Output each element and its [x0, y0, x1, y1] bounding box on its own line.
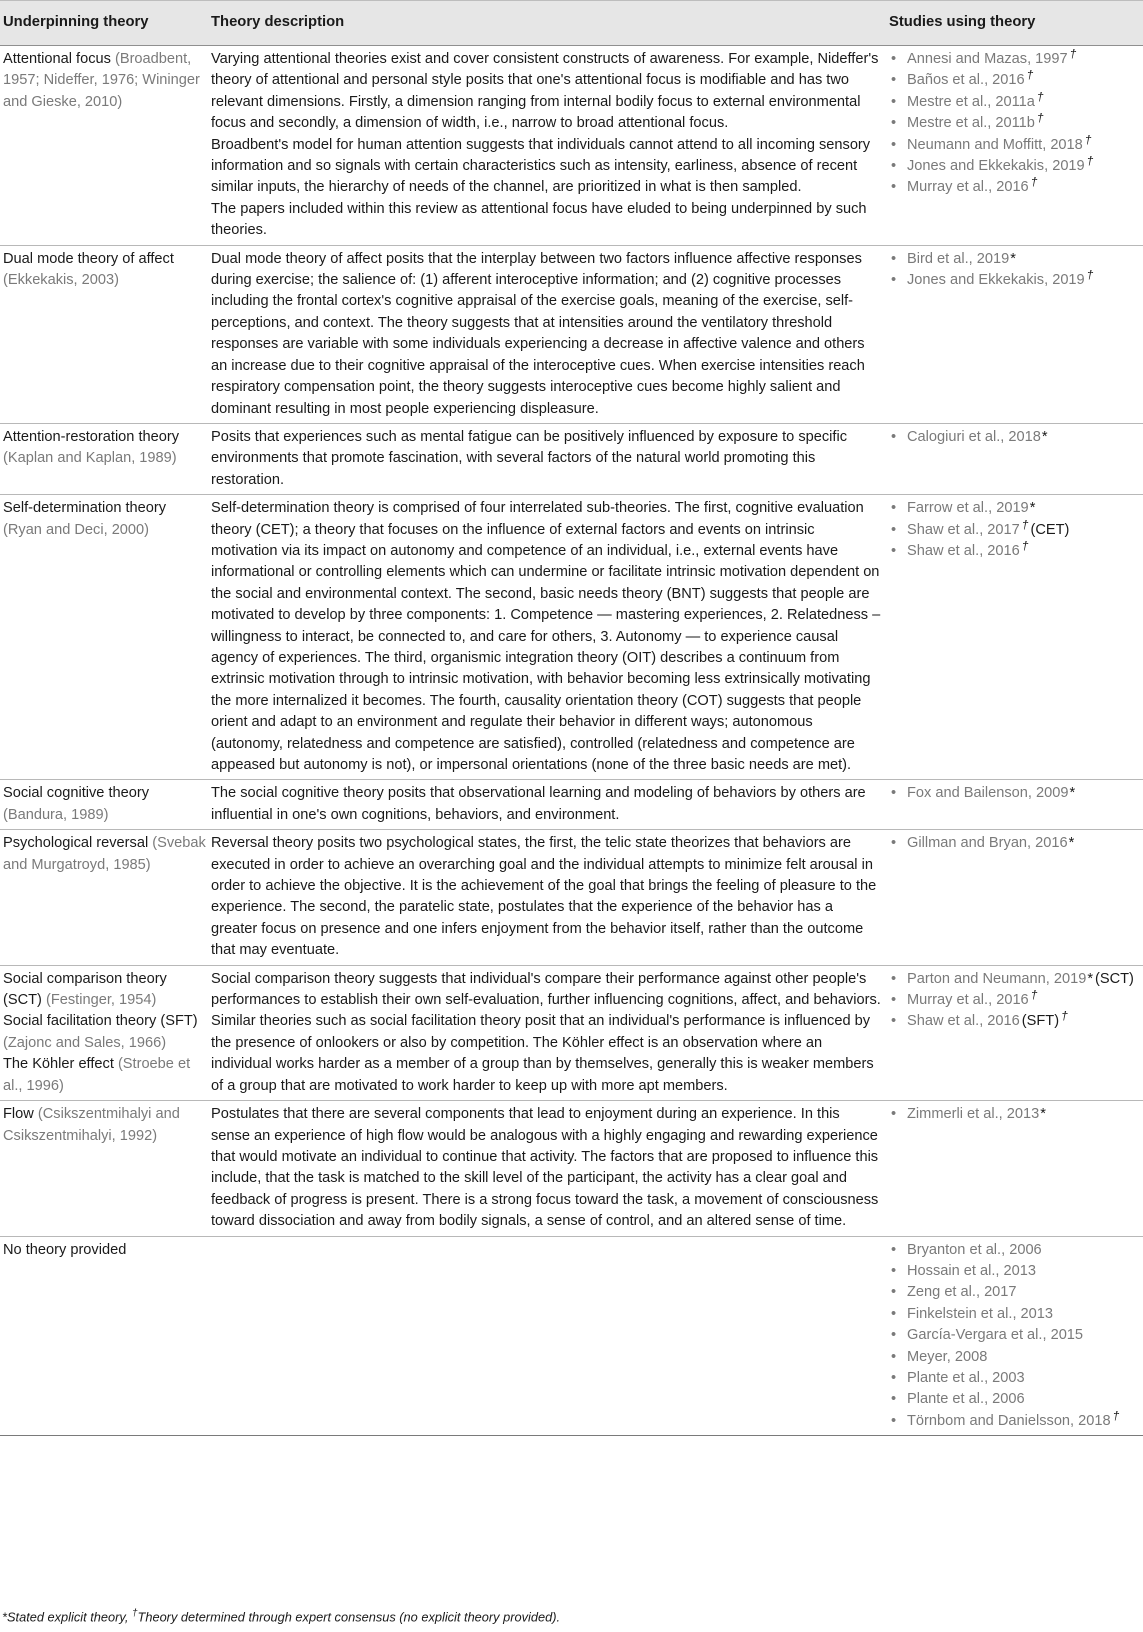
theory-name: Social comparison theory (SCT) [3, 970, 167, 1009]
theory-cell [0, 1101, 210, 1236]
consensus-theory-marker: † [1084, 132, 1092, 147]
studies-list [889, 969, 1143, 1033]
study-citation: Törnbom and Danielsson, 2018 [907, 1412, 1111, 1429]
consensus-theory-marker: † [1026, 68, 1034, 83]
study-item [889, 249, 1143, 270]
study-citation: Annesi and Mazas, 1997 [907, 51, 1068, 67]
study-citation: Calogiuri et al., 2018 [907, 428, 1041, 445]
studies-list [889, 1240, 1143, 1433]
study-item [889, 783, 1143, 804]
theory-cell [0, 780, 210, 830]
header-studies-using-theory: Studies using theory [887, 1, 1143, 46]
study-citation: Murray et al., 2016 [907, 179, 1029, 196]
description-cell [210, 495, 887, 780]
theory-name: Social cognitive theory [3, 785, 150, 802]
description-paragraph: Self-determination theory is comprised of four interrelated sub-theories. The first, cognitive evaluation theory (CET); a theory that focuses on the influence of external factors and events on intrinsic motivation via its impact on autonomy and competence of an individual, i.e., external events have informational or controlling elements which can undermine or facilitate intrinsic motivation dependent on the social and environmental context. The second, basic needs theory (BNT) suggests that people are motivated to develop by three components: 1. Competence — mastering experiences, 2. Relatedness – willingness to interact, be connected to, and care for others, 3. Autonomy — to experience causal agency of experiences. The third, organismic integration theory (OIT) describes a continuum from extrinsic motivation through to intrinsic motivation, with behavior becoming less extrinsically motivating the more internalized it becomes. The fourth, causality orientation theory (COT) suggests that people orient and adapt to an environment and regulate their behavior in different ways; autonomous (autonomy, relatedness and competence are satisfied), controlled (relatedness and competence are appeased but autonomy is not), or impersonal orientations (none of the three basic needs are met). [211, 500, 881, 773]
theory-cell [0, 830, 210, 965]
study-citation: Farrow et al., 2019 [907, 500, 1029, 517]
study-theory-tag: (SCT) [1095, 970, 1134, 987]
theory-citation: (Stroebe et al., 1996) [3, 1056, 191, 1094]
study-item [889, 132, 1143, 156]
study-item [889, 1408, 1143, 1432]
study-item [889, 1325, 1143, 1346]
theory-citation: (Zajonc and Sales, 1966) [3, 1034, 167, 1051]
studies-cell [887, 830, 1143, 965]
table-row [0, 780, 1143, 830]
table-row [0, 830, 1143, 965]
study-citation: Hossain et al., 2013 [907, 1262, 1036, 1279]
study-citation: Zimmerli et al., 2013 [907, 1106, 1040, 1123]
study-citation: Neumann and Moffitt, 2018 [907, 136, 1083, 153]
study-citation: Shaw et al., 2016 [907, 542, 1020, 559]
table-row [0, 495, 1143, 780]
footnote-dagger-symbol: † [131, 1608, 138, 1619]
description-paragraph: Varying attentional theories exist and cover consistent constructs of awareness. For example, Nideffer's theory of attentional and personal style posits that one's attentional focus is modifiable and has two relevant dimensions. Firstly, a dimension ranging from internal bodily focus to external environmental focus and secondly, a dimension of width, i.e., narrow to broad attentional focus. [211, 51, 879, 132]
study-citation: Mestre et al., 2011a [907, 93, 1035, 110]
study-item [889, 1240, 1143, 1261]
study-citation: Plante et al., 2003 [907, 1369, 1025, 1386]
study-citation: Jones and Ekkekakis, 2019 [907, 272, 1085, 289]
explicit-theory-marker: * [1041, 428, 1048, 445]
theory-citation: (Ekkekakis, 2003) [3, 272, 119, 289]
description-paragraph: The papers included within this review as attentional focus have eluded to being underpinned by such theories. [211, 200, 867, 239]
table-row [0, 245, 1143, 423]
description-paragraph: Broadbent's model for human attention suggests that individuals cannot attend to all incoming sensory information and so signals with certain characteristics such as intensity, earliness, absence of recent similar inputs, the hierarchy of needs of the channel, are prioritized in what is then sampled. [211, 136, 871, 196]
study-item [889, 1282, 1143, 1303]
theory-name: No theory provided [3, 1241, 127, 1258]
theory-citation: (Svebak and Murgatroyd, 1985) [3, 835, 206, 873]
study-citation: Fox and Bailenson, 2009 [907, 785, 1069, 802]
consensus-theory-marker: † [1036, 111, 1044, 126]
theory-cell [0, 495, 210, 780]
studies-list [889, 427, 1143, 448]
description-paragraph: The social cognitive theory posits that observational learning and modeling of behaviors by others are influential in one's own cognitions, behaviors, and environment. [211, 785, 866, 823]
footnote-dagger-text: Theory determined through expert consensus (no explicit theory provided). [137, 1609, 561, 1625]
study-item [889, 89, 1143, 113]
study-item [889, 177, 1143, 198]
theory-cell [0, 245, 210, 423]
study-item [889, 969, 1143, 990]
study-citation: Zeng et al., 2017 [907, 1284, 1017, 1301]
theory-name: Self-determination theory [3, 500, 167, 517]
consensus-theory-marker: † [1086, 268, 1094, 283]
theory-cell [0, 423, 210, 494]
study-theory-tag: (CET) [1030, 521, 1070, 538]
study-item [889, 538, 1143, 562]
study-item [889, 1347, 1143, 1368]
theory-name: The Köhler effect [3, 1056, 114, 1073]
study-citation: Shaw et al., 2017 [907, 521, 1020, 538]
theory-citation: (Ryan and Deci, 2000) [3, 521, 150, 538]
studies-cell [887, 1236, 1143, 1436]
explicit-theory-marker: * [1010, 250, 1016, 267]
study-item [889, 1368, 1143, 1389]
theory-cell [0, 965, 210, 1100]
study-citation: Mestre et al., 2011b [907, 115, 1035, 132]
study-item [889, 990, 1143, 1011]
table-row [0, 965, 1143, 1100]
study-citation: Parton and Neumann, 2019 [907, 970, 1087, 987]
study-item [889, 498, 1143, 519]
theory-citation: (Csikszentmihalyi and Csikszentmihalyi, 1992) [3, 1106, 180, 1144]
consensus-theory-marker: † [1021, 538, 1029, 553]
theory-name: Dual mode theory of affect [3, 250, 174, 267]
theory-cell [0, 46, 210, 246]
description-paragraph: Reversal theory posits two psychological states, the first, the telic state theorizes that behaviors are executed in order to achieve an overarching goal and the individual attempts to minimize felt arousal in order to achieve the objective. It is the achievement of the goal that brings the feeling of pleasure to the experience. The second, the paratelic state, postulates that the experience of the behavior has a greater focus on presence and one infers enjoyment from the behavior itself, rather than the outcome that may eventuate. [211, 835, 877, 959]
description-cell [210, 423, 887, 494]
table-row [0, 46, 1143, 246]
consensus-theory-marker: † [1061, 1009, 1068, 1024]
theory-citation: (Broadbent, 1957; Nideffer, 1976; Wininger and Gieske, 2010) [3, 51, 200, 110]
consensus-theory-marker: † [1030, 988, 1038, 1003]
footnote-star-text: *Stated explicit theory, [2, 1609, 129, 1625]
theory-name: Social facilitation theory (SFT) [3, 1013, 198, 1030]
study-theory-tag: (SFT) [1021, 1013, 1060, 1030]
theory-cell [0, 1236, 210, 1436]
studies-list [889, 1104, 1143, 1125]
explicit-theory-marker: * [1069, 785, 1076, 802]
study-item [889, 113, 1143, 134]
header-underpinning-theory: Underpinning theory [0, 1, 210, 46]
studies-cell [887, 423, 1143, 494]
explicit-theory-marker: * [1068, 835, 1075, 852]
description-paragraph: Postulates that there are several components that lead to enjoyment during an experience. In this sense an experience of high flow would be analogous with a highly engaging and rewarding experience that would motivate an individual to continue that activity. The factors that are proposed to influence this include, that the task is matched to the skill level of the participant, the activity has a clear goal and feedback of progress is present. There is a strong focus toward the task, a movement of consciousness toward dissociation and away from bodily signals, a sense of control, and an altered sense of time. [211, 1106, 879, 1230]
studies-list [889, 498, 1143, 562]
description-cell [210, 830, 887, 965]
study-citation: Bryanton et al., 2006 [907, 1241, 1042, 1258]
theory-name: Flow [3, 1106, 34, 1123]
study-item [889, 49, 1143, 70]
theory-name: Attentional focus [3, 51, 111, 67]
description-paragraph: Posits that experiences such as mental fatigue can be positively influenced by exposure to specific environments that promote fascination, with several factors of the natural world promoting this restoration. [211, 428, 847, 488]
study-citation: Plante et al., 2006 [907, 1391, 1025, 1408]
studies-cell [887, 495, 1143, 780]
studies-cell [887, 46, 1143, 246]
study-item [889, 427, 1143, 448]
explicit-theory-marker: * [1029, 500, 1036, 517]
description-paragraph: Social comparison theory suggests that individual's compare their performance against other people's performances to establish their own self-evaluation, further influencing cognitions, affect, and behaviors. Similar theories such as social facilitation theory posit that an individual's performance is influenced by the presence of onlookers or also by competition. The Köhler effect is an observation where an individual works harder as a member of a group than by themselves, generally this is weaker members of a group that are motivated to work harder to keep up with more apt members. [211, 970, 881, 1094]
study-item [889, 1389, 1143, 1410]
theory-citation: (Bandura, 1989) [3, 806, 109, 823]
study-item [889, 1011, 1143, 1032]
studies-list [889, 833, 1143, 854]
header-theory-description: Theory description [210, 1, 887, 46]
studies-cell [887, 245, 1143, 423]
description-cell [210, 245, 887, 423]
study-citation: Finkelstein et al., 2013 [907, 1305, 1054, 1322]
table-body [0, 46, 1143, 1436]
description-paragraph: Dual mode theory of affect posits that the interplay between two factors influence affective responses during exercise; the salience of: (1) afferent interoceptive information; and (2) cognitive processes including the frontal cortex's cognitive appraisal of the exercise goals, meaning of the exercise, self-perceptions, and context. The theory suggests that at intensities around the ventilatory threshold responses are variable with some individuals experiencing a decrease in affective valence and others an increase due to their cognitive appraisal of the interoceptive cues. When exercise intensities reach respiratory compensation point, the theory suggests interoceptive cues become highly salient and dominant resulting in most people experiencing displeasure. [211, 250, 865, 417]
study-item [889, 517, 1143, 541]
studies-cell [887, 1101, 1143, 1236]
studies-list [889, 783, 1143, 804]
consensus-theory-marker: † [1086, 154, 1094, 169]
explicit-theory-marker: * [1040, 1106, 1046, 1123]
study-item [889, 270, 1143, 291]
study-citation: Murray et al., 2016 [907, 992, 1029, 1009]
consensus-theory-marker: † [1069, 47, 1077, 61]
description-cell [210, 1236, 887, 1436]
table-footnote [2, 1608, 560, 1624]
consensus-theory-marker: † [1112, 1408, 1120, 1423]
theory-name: Psychological reversal [3, 835, 149, 852]
theory-name: Attention-restoration theory [3, 428, 180, 445]
study-item [889, 156, 1143, 177]
description-cell [210, 780, 887, 830]
study-citation: Gillman and Bryan, 2016 [907, 835, 1068, 852]
study-citation: Baños et al., 2016 [907, 72, 1025, 89]
studies-list [889, 49, 1143, 199]
study-citation: Jones and Ekkekakis, 2019 [907, 158, 1085, 175]
explicit-theory-marker: * [1087, 970, 1093, 987]
table-row [0, 423, 1143, 494]
description-cell [210, 965, 887, 1100]
description-cell [210, 1101, 887, 1236]
table-row [0, 1101, 1143, 1236]
study-item [889, 1104, 1143, 1125]
study-citation: Meyer, 2008 [907, 1348, 988, 1365]
study-item [889, 833, 1143, 854]
study-item [889, 1261, 1143, 1282]
table-header-row [0, 1, 1143, 46]
theory-citation: (Festinger, 1954) [45, 992, 157, 1009]
theory-citation: (Kaplan and Kaplan, 1989) [3, 450, 177, 467]
study-item [889, 1304, 1143, 1325]
study-item [889, 70, 1143, 91]
table-row [0, 1236, 1143, 1436]
description-cell [210, 46, 887, 246]
study-citation: Shaw et al., 2016 [907, 1013, 1020, 1030]
consensus-theory-marker: † [1021, 517, 1029, 532]
consensus-theory-marker: † [1036, 89, 1044, 104]
studies-cell [887, 965, 1143, 1100]
study-citation: Bird et al., 2019 [907, 250, 1010, 267]
studies-cell [887, 780, 1143, 830]
consensus-theory-marker: † [1030, 175, 1038, 190]
studies-list [889, 249, 1143, 292]
study-citation: García-Vergara et al., 2015 [907, 1327, 1084, 1344]
